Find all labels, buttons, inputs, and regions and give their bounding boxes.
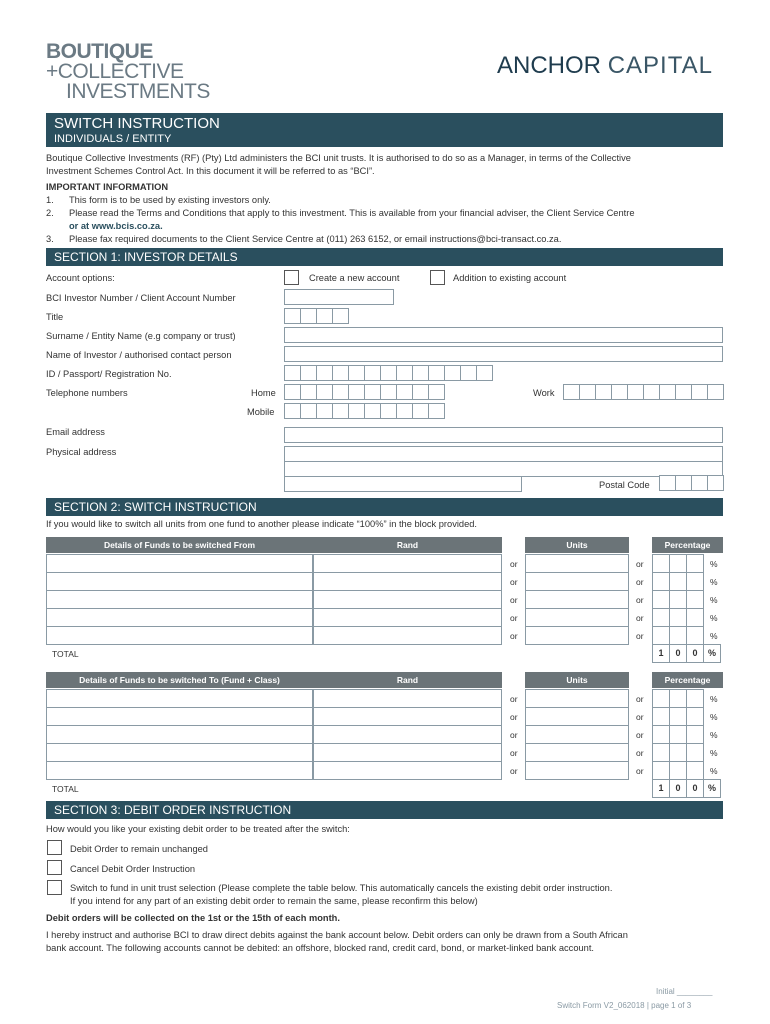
to-pct-box[interactable]	[652, 707, 670, 726]
char-box[interactable]	[364, 384, 381, 400]
char-box[interactable]	[707, 384, 724, 400]
anchor-capital-logo	[497, 52, 713, 80]
from-pct-box[interactable]	[652, 626, 670, 645]
id-label: ID / Passport/ Registration No.	[46, 369, 172, 379]
char-box[interactable]	[611, 384, 628, 400]
char-box[interactable]	[396, 403, 413, 419]
to-total-box: 1	[652, 779, 670, 798]
physical-address-label: Physical address	[46, 447, 117, 457]
authorisation-line2: bank account. The following accounts cannot be debited: an offshore, blocked rand, credit card, bond, or market-linked bank account.	[46, 943, 594, 953]
initial-field: Initial ________	[656, 987, 713, 996]
section1-bar: SECTION 1: INVESTOR DETAILS	[46, 248, 723, 266]
from-rand-cell[interactable]	[313, 608, 502, 627]
name-input[interactable]	[284, 346, 723, 362]
char-box[interactable]	[380, 403, 397, 419]
to-or-label: or	[636, 730, 644, 740]
char-box[interactable]	[444, 365, 461, 381]
from-fund-header: Details of Funds to be switched From	[46, 537, 313, 553]
from-pct-sign: %	[710, 595, 718, 605]
to-pct-box[interactable]	[669, 707, 687, 726]
char-box[interactable]	[380, 365, 397, 381]
char-box[interactable]	[300, 403, 317, 419]
debit-switch-note: If you intend for any part of an existing debit order to remain the same, please reconfirm this below)	[70, 896, 478, 906]
account-options-label: Account options:	[46, 273, 115, 283]
from-total-box: 1	[652, 644, 670, 663]
postal-code-label: Postal Code	[599, 480, 650, 490]
from-or-label: or	[636, 595, 644, 605]
home-label: Home	[251, 388, 276, 398]
char-box[interactable]	[284, 384, 301, 400]
surname-input[interactable]	[284, 327, 723, 343]
char-box[interactable]	[316, 384, 333, 400]
debit-cancel-checkbox[interactable]	[47, 860, 62, 875]
debit-collection-note: Debit orders will be collected on the 1st or the 15th of each month.	[46, 913, 340, 923]
to-fund-cell[interactable]	[46, 707, 313, 726]
investor-number-label: BCI Investor Number / Client Account Number	[46, 293, 236, 303]
to-pct-sign: %	[710, 694, 718, 704]
important-item-num-2: 2.	[46, 208, 54, 218]
from-pct-box[interactable]	[669, 590, 687, 609]
mobile-label: Mobile	[247, 407, 275, 417]
from-pct-box[interactable]	[652, 572, 670, 591]
to-units-cell[interactable]	[525, 743, 629, 762]
to-units-header: Units	[525, 672, 629, 688]
create-account-checkbox[interactable]	[284, 270, 299, 285]
section3-bar: SECTION 3: DEBIT ORDER INSTRUCTION	[46, 801, 723, 819]
char-box[interactable]	[380, 384, 397, 400]
to-pct-sign: %	[710, 748, 718, 758]
to-units-cell[interactable]	[525, 707, 629, 726]
to-or-label: or	[636, 766, 644, 776]
char-box[interactable]	[707, 475, 724, 491]
debit-question: How would you like your existing debit order to be treated after the switch:	[46, 824, 350, 834]
email-label: Email address	[46, 427, 105, 437]
important-item-num-3: 3.	[46, 234, 54, 244]
char-box[interactable]	[316, 308, 333, 324]
from-or-label: or	[510, 577, 518, 587]
char-box[interactable]	[316, 365, 333, 381]
from-units-cell[interactable]	[525, 554, 629, 573]
to-total-box: %	[703, 779, 721, 798]
to-rand-cell[interactable]	[313, 743, 502, 762]
from-units-cell[interactable]	[525, 572, 629, 591]
char-box[interactable]	[643, 384, 660, 400]
from-pct-sign: %	[710, 577, 718, 587]
char-box[interactable]	[675, 384, 692, 400]
char-box[interactable]	[348, 403, 365, 419]
from-or-label: or	[510, 559, 518, 569]
to-total-box: 0	[669, 779, 687, 798]
from-pct-box[interactable]	[686, 590, 704, 609]
important-item-1: This form is to be used by existing investors only.	[69, 195, 271, 205]
debit-unchanged-label: Debit Order to remain unchanged	[70, 844, 208, 854]
from-or-label: or	[510, 595, 518, 605]
anchor-logo-part2: CAPITAL	[607, 52, 713, 79]
to-rand-cell[interactable]	[313, 707, 502, 726]
char-box[interactable]	[659, 475, 676, 491]
from-pct-box[interactable]	[669, 572, 687, 591]
char-box[interactable]	[364, 365, 381, 381]
important-item-3: Please fax required documents to the Client Service Centre at (011) 263 6152, or email instructions@bci-transact.co.za.	[69, 234, 562, 244]
important-item-2-cont[interactable]: or at www.bcis.co.za.	[69, 221, 163, 231]
char-box[interactable]	[300, 384, 317, 400]
to-pct-box[interactable]	[652, 743, 670, 762]
from-rand-cell[interactable]	[313, 590, 502, 609]
form-subtitle: INDIVIDUALS / ENTITY	[54, 133, 172, 145]
to-fund-cell[interactable]	[46, 761, 313, 780]
to-pct-box[interactable]	[686, 743, 704, 762]
char-box[interactable]	[332, 308, 349, 324]
from-total-box: 0	[669, 644, 687, 663]
char-box[interactable]	[595, 384, 612, 400]
to-or-label: or	[636, 748, 644, 758]
to-pct-box[interactable]	[652, 761, 670, 780]
to-pct-box[interactable]	[669, 743, 687, 762]
char-box[interactable]	[284, 308, 301, 324]
char-box[interactable]	[300, 308, 317, 324]
debit-switch-checkbox[interactable]	[47, 880, 62, 895]
from-total-box: %	[703, 644, 721, 663]
char-box[interactable]	[284, 365, 301, 381]
from-pct-sign: %	[710, 631, 718, 641]
to-units-cell[interactable]	[525, 761, 629, 780]
physical-address-line3[interactable]	[284, 476, 522, 492]
to-fund-cell[interactable]	[46, 743, 313, 762]
physical-address-line2[interactable]	[284, 461, 723, 477]
to-pct-box[interactable]	[652, 689, 670, 708]
form-title: SWITCH INSTRUCTION	[54, 115, 220, 132]
to-pct-box[interactable]	[686, 761, 704, 780]
char-box[interactable]	[316, 403, 333, 419]
from-pct-box[interactable]	[669, 608, 687, 627]
to-or-label: or	[510, 766, 518, 776]
from-pct-box[interactable]	[652, 608, 670, 627]
surname-label: Surname / Entity Name (e.g company or trust)	[46, 331, 236, 341]
char-box[interactable]	[348, 365, 365, 381]
char-box[interactable]	[348, 384, 365, 400]
footer-reference: Switch Form V2_062018 | page 1 of 3	[557, 1001, 692, 1010]
char-box[interactable]	[691, 384, 708, 400]
to-pct-box[interactable]	[669, 761, 687, 780]
from-or-label: or	[510, 631, 518, 641]
from-or-label: or	[636, 613, 644, 623]
from-units-header: Units	[525, 537, 629, 553]
char-box[interactable]	[284, 403, 301, 419]
authorisation-line1: I hereby instruct and authorise BCI to draw direct debits against the bank account below. Debit orders can only be drawn from a South African	[46, 930, 628, 940]
debit-switch-label: Switch to fund in unit trust selection (Please complete the table below. This automatically cancels the existing debit order instruction.	[70, 883, 613, 893]
from-pct-box[interactable]	[652, 554, 670, 573]
to-fund-header: Details of Funds to be switched To (Fund + Class)	[46, 672, 313, 688]
name-label: Name of Investor / authorised contact person	[46, 350, 232, 360]
from-rand-cell[interactable]	[313, 572, 502, 591]
switch-note: If you would like to switch all units from one fund to another please indicate “100%” in the block provided.	[46, 519, 477, 529]
to-pct-sign: %	[710, 712, 718, 722]
to-pct-box[interactable]	[686, 707, 704, 726]
char-box[interactable]	[332, 365, 349, 381]
physical-address-line1[interactable]	[284, 446, 723, 462]
from-pct-box[interactable]	[669, 626, 687, 645]
from-pct-sign: %	[710, 559, 718, 569]
from-or-label: or	[636, 631, 644, 641]
char-box[interactable]	[428, 384, 445, 400]
from-pct-box[interactable]	[669, 554, 687, 573]
from-rand-header: Rand	[313, 537, 502, 553]
to-or-label: or	[636, 694, 644, 704]
existing-account-checkbox[interactable]	[430, 270, 445, 285]
bci-logo-line3: INVESTMENTS	[66, 80, 210, 103]
investor-number-input[interactable]	[284, 289, 394, 305]
char-box[interactable]	[627, 384, 644, 400]
char-box[interactable]	[412, 384, 429, 400]
bci-logo	[46, 42, 210, 102]
to-pct-sign: %	[710, 730, 718, 740]
from-total-box: 0	[686, 644, 704, 663]
bci-logo-line2: +COLLECTIVE	[46, 60, 184, 83]
from-rand-cell[interactable]	[313, 626, 502, 645]
work-label: Work	[533, 388, 555, 398]
email-input[interactable]	[284, 427, 723, 443]
to-fund-cell[interactable]	[46, 689, 313, 708]
from-or-label: or	[510, 613, 518, 623]
char-box[interactable]	[396, 384, 413, 400]
to-units-cell[interactable]	[525, 689, 629, 708]
from-pct-box[interactable]	[686, 554, 704, 573]
debit-cancel-label: Cancel Debit Order Instruction	[70, 864, 196, 874]
to-pct-box[interactable]	[669, 689, 687, 708]
from-total-label: TOTAL	[52, 649, 79, 659]
to-or-label: or	[636, 712, 644, 722]
to-rand-cell[interactable]	[313, 725, 502, 744]
to-pct-box[interactable]	[686, 689, 704, 708]
to-or-label: or	[510, 694, 518, 704]
to-or-label: or	[510, 730, 518, 740]
char-box[interactable]	[332, 384, 349, 400]
to-or-label: or	[510, 712, 518, 722]
from-pct-box[interactable]	[686, 572, 704, 591]
from-or-label: or	[636, 559, 644, 569]
to-percentage-header: Percentage	[652, 672, 723, 688]
char-box[interactable]	[412, 403, 429, 419]
existing-account-label: Addition to existing account	[453, 273, 567, 283]
char-box[interactable]	[563, 384, 580, 400]
from-fund-cell[interactable]	[46, 626, 313, 645]
from-pct-box[interactable]	[686, 608, 704, 627]
char-box[interactable]	[364, 403, 381, 419]
from-percentage-header: Percentage	[652, 537, 723, 553]
from-rand-cell[interactable]	[313, 554, 502, 573]
to-total-label: TOTAL	[52, 784, 79, 794]
char-box[interactable]	[579, 384, 596, 400]
intro-line1: Boutique Collective Investments (RF) (Pty) Ltd administers the BCI unit trusts. It is authorised to do so as a Manager, in terms of the Collective	[46, 153, 631, 163]
from-units-cell[interactable]	[525, 608, 629, 627]
from-fund-cell[interactable]	[46, 590, 313, 609]
from-fund-cell[interactable]	[46, 608, 313, 627]
section2-bar: SECTION 2: SWITCH INSTRUCTION	[46, 498, 723, 516]
char-box[interactable]	[396, 365, 413, 381]
from-or-label: or	[636, 577, 644, 587]
to-pct-sign: %	[710, 766, 718, 776]
telephone-label: Telephone numbers	[46, 388, 128, 398]
char-box[interactable]	[659, 384, 676, 400]
char-box[interactable]	[332, 403, 349, 419]
char-box[interactable]	[675, 475, 692, 491]
bci-logo-line1: BOUTIQUE	[46, 40, 153, 63]
char-box[interactable]	[691, 475, 708, 491]
important-heading: IMPORTANT INFORMATION	[46, 182, 169, 192]
important-item-num-1: 1.	[46, 195, 54, 205]
to-rand-cell[interactable]	[313, 689, 502, 708]
from-units-cell[interactable]	[525, 590, 629, 609]
from-fund-cell[interactable]	[46, 572, 313, 591]
char-box[interactable]	[428, 365, 445, 381]
to-pct-box[interactable]	[686, 725, 704, 744]
intro-line2: Investment Schemes Control Act. In this document it will be referred to as “BCI”.	[46, 166, 375, 176]
to-total-box: 0	[686, 779, 704, 798]
form-title-bar	[46, 113, 723, 147]
char-box[interactable]	[300, 365, 317, 381]
char-box[interactable]	[428, 403, 445, 419]
char-box[interactable]	[412, 365, 429, 381]
from-pct-box[interactable]	[652, 590, 670, 609]
to-or-label: or	[510, 748, 518, 758]
from-pct-sign: %	[710, 613, 718, 623]
to-units-cell[interactable]	[525, 725, 629, 744]
anchor-logo-part1: ANCHOR	[497, 52, 602, 79]
important-item-2: Please read the Terms and Conditions that apply to this investment. This is available from your financial adviser, the Client Service Centre	[69, 208, 635, 218]
from-pct-box[interactable]	[686, 626, 704, 645]
title-label: Title	[46, 312, 64, 322]
create-account-label: Create a new account	[309, 273, 400, 283]
char-box[interactable]	[476, 365, 493, 381]
debit-unchanged-checkbox[interactable]	[47, 840, 62, 855]
to-pct-box[interactable]	[652, 725, 670, 744]
to-rand-header: Rand	[313, 672, 502, 688]
to-rand-cell[interactable]	[313, 761, 502, 780]
to-fund-cell[interactable]	[46, 725, 313, 744]
from-units-cell[interactable]	[525, 626, 629, 645]
from-fund-cell[interactable]	[46, 554, 313, 573]
char-box[interactable]	[460, 365, 477, 381]
to-pct-box[interactable]	[669, 725, 687, 744]
